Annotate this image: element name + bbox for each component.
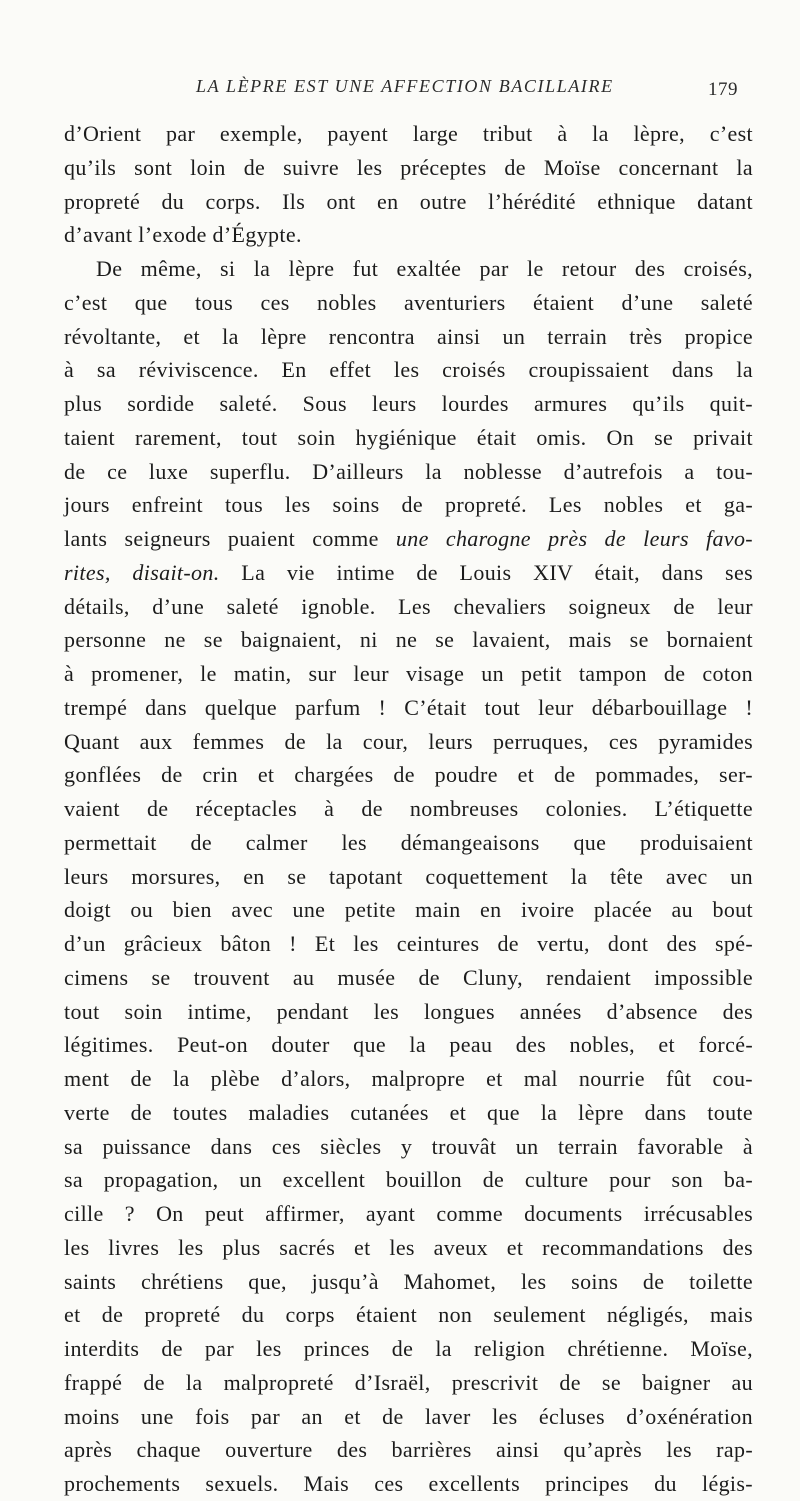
text-line: d’avant l’exode d’Égypte.	[64, 222, 302, 248]
text-line: doigt ou bien avec une petite main en ivoire placée au bout	[64, 897, 753, 923]
text-line: gonflées de crin et chargées de poudre et de pommades, ser-	[64, 762, 753, 788]
text-line: et de propreté du corps étaient non seulement négligés, mais	[64, 1302, 753, 1328]
text-line: après chaque ouverture des barrières ainsi qu’après les rap-	[64, 1437, 753, 1463]
paragraph-first-line: De même, si la lèpre fut exaltée par le retour des croisés,	[96, 256, 753, 281]
text-line-with-italic	[64, 556, 753, 590]
text-line: détails, d’une saleté ignoble. Les chevaliers soigneux de leur	[64, 593, 753, 619]
page-number: 179	[708, 79, 738, 100]
body-text	[64, 117, 753, 1501]
text-line: propreté du corps. Ils ont en outre l’hérédité ethnique datant	[64, 188, 753, 214]
text-line: légitimes. Peut-on douter que la peau des nobles, et forcé-	[64, 1032, 753, 1058]
text-line: interdits de par les princes de la religion chrétienne. Moïse,	[64, 1336, 753, 1361]
text-line: moins une fois par an et de laver les écluses d’oxénération	[64, 1403, 753, 1429]
text-line: cille ? On peut affirmer, ayant comme documents irrécusables	[64, 1201, 753, 1226]
text-line: les livres les plus sacrés et les aveux et recommandations des	[64, 1234, 753, 1260]
text-line: c’est que tous ces nobles aventuriers étaient d’une saleté	[64, 289, 753, 315]
text-line: à promener, le matin, sur leur visage un petit tampon de coton	[64, 661, 753, 686]
text-line: tout soin intime, pendant les longues années d’absence des	[64, 998, 753, 1024]
text-line: jours enfreint tous les soins de propreté. Les nobles et ga-	[64, 492, 753, 518]
text-line: révoltante, et la lèpre rencontra ainsi un terrain très propice	[64, 323, 753, 349]
text-line: d’Orient par exemple, payent large tribut à la lèpre, c’est	[64, 121, 753, 146]
text-line: saints chrétiens que, jusqu’à Mahomet, les soins de toilette	[64, 1268, 753, 1294]
text-line: plus sordide saleté. Sous leurs lourdes armures qu’ils quit-	[64, 391, 753, 416]
running-head	[0, 76, 800, 106]
text-line: à sa réviviscence. En effet les croisés croupissaient dans la	[64, 357, 753, 383]
text-line: taient rarement, tout soin hygiénique était omis. On se privait	[64, 424, 753, 450]
italic-quote: rites, disait-on.	[64, 559, 220, 585]
text-line: d’un grâcieux bâton ! Et les ceintures de vertu, dont des spé-	[64, 931, 753, 956]
text-line: frappé de la malpropreté d’Israël, prescrivit de se baigner au	[64, 1369, 753, 1395]
text-line: de ce luxe superflu. D’ailleurs la noblesse d’autrefois a tou-	[64, 458, 753, 484]
text-line: permettait de calmer les démangeaisons que produisaient	[64, 829, 753, 855]
text-line: verte de toutes maladies cutanées et que la lèpre dans toute	[64, 1099, 753, 1125]
text-line: sa puissance dans ces siècles y trouvât un terrain favorable à	[64, 1133, 753, 1159]
text-line-with-italic	[64, 522, 753, 556]
text-line: personne ne se baignaient, ni ne se lavaient, mais se bornaient	[64, 627, 753, 653]
text-segment: lants seigneurs puaient comme	[64, 526, 396, 551]
text-line: trempé dans quelque parfum ! C’était tout leur débarbouillage !	[64, 694, 753, 720]
text-line: cimens se trouvent au musée de Cluny, rendaient impossible	[64, 964, 753, 990]
running-title: LA LÈPRE EST UNE AFFECTION BACILLAIRE	[196, 76, 614, 96]
text-line: Quant aux femmes de la cour, leurs perruques, ces pyramides	[64, 728, 753, 754]
text-line: vaient de réceptacles à de nombreuses colonies. L’étiquette	[64, 796, 753, 821]
text-line: sa propagation, un excellent bouillon de culture pour son ba-	[64, 1167, 753, 1193]
text-segment: La vie intime de Louis XIV était, dans ses	[219, 559, 753, 585]
text-line: qu’ils sont loin de suivre les préceptes de Moïse concernant la	[64, 154, 753, 180]
text-line: leurs morsures, en se tapotant coquettement la tête avec un	[64, 863, 753, 889]
text-line: prochements sexuels. Mais ces excellents principes du légis-	[64, 1471, 753, 1496]
italic-quote: une charogne près de leurs favo-	[395, 526, 753, 551]
text-line: ment de la plèbe d’alors, malpropre et mal nourrie fût cou-	[64, 1066, 753, 1091]
